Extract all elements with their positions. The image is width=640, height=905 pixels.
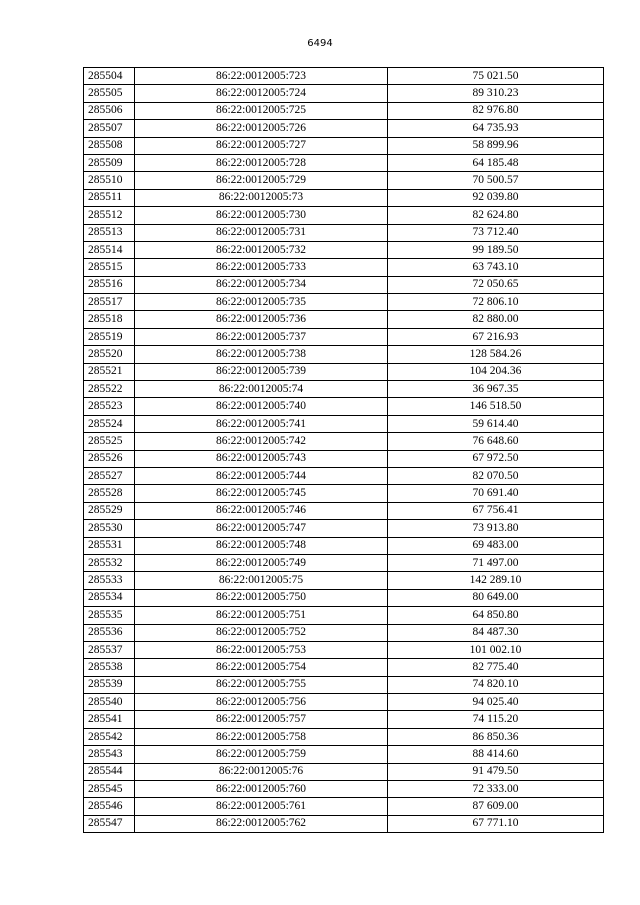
table-row — [84, 381, 604, 398]
cadastral-value-cell: 76 648.60 — [388, 433, 604, 450]
cadastral-number-cell: 86:22:0012005:750 — [135, 589, 388, 606]
table-body — [84, 68, 604, 833]
row-id-cell: 285506 — [84, 102, 135, 119]
table-row — [84, 415, 604, 432]
table-row — [84, 85, 604, 102]
cadastral-number-cell: 86:22:0012005:749 — [135, 554, 388, 571]
row-id-cell: 285527 — [84, 467, 135, 484]
cadastral-number-cell: 86:22:0012005:726 — [135, 120, 388, 137]
cadastral-number-cell: 86:22:0012005:729 — [135, 172, 388, 189]
cadastral-value-cell: 64 850.80 — [388, 607, 604, 624]
cadastral-number-cell: 86:22:0012005:757 — [135, 711, 388, 728]
cadastral-number-cell: 86:22:0012005:756 — [135, 694, 388, 711]
cadastral-value-cell: 59 614.40 — [388, 415, 604, 432]
row-id-cell: 285544 — [84, 763, 135, 780]
table-row — [84, 641, 604, 658]
cadastral-value-cell: 67 771.10 — [388, 815, 604, 832]
row-id-cell: 285531 — [84, 537, 135, 554]
row-id-cell: 285540 — [84, 694, 135, 711]
row-id-cell: 285514 — [84, 241, 135, 258]
row-id-cell: 285524 — [84, 415, 135, 432]
cadastral-value-cell: 67 972.50 — [388, 450, 604, 467]
row-id-cell: 285536 — [84, 624, 135, 641]
cadastral-number-cell: 86:22:0012005:754 — [135, 659, 388, 676]
cadastral-value-cell: 86 850.36 — [388, 728, 604, 745]
cadastral-number-cell: 86:22:0012005:735 — [135, 294, 388, 311]
table-row — [84, 259, 604, 276]
row-id-cell: 285535 — [84, 607, 135, 624]
table-row — [84, 624, 604, 641]
row-id-cell: 285545 — [84, 781, 135, 798]
cadastral-value-cell: 58 899.96 — [388, 137, 604, 154]
row-id-cell: 285511 — [84, 189, 135, 206]
cadastral-value-cell: 67 216.93 — [388, 328, 604, 345]
cadastral-value-cell: 36 967.35 — [388, 381, 604, 398]
cadastral-number-cell: 86:22:0012005:731 — [135, 224, 388, 241]
row-id-cell: 285516 — [84, 276, 135, 293]
table-row — [84, 120, 604, 137]
row-id-cell: 285537 — [84, 641, 135, 658]
row-id-cell: 285520 — [84, 346, 135, 363]
cadastral-value-cell: 104 204.36 — [388, 363, 604, 380]
cadastral-value-cell: 87 609.00 — [388, 798, 604, 815]
row-id-cell: 285510 — [84, 172, 135, 189]
cadastral-value-cell: 71 497.00 — [388, 554, 604, 571]
cadastral-number-cell: 86:22:0012005:758 — [135, 728, 388, 745]
cadastral-number-cell: 86:22:0012005:751 — [135, 607, 388, 624]
cadastral-number-cell: 86:22:0012005:743 — [135, 450, 388, 467]
table-row — [84, 502, 604, 519]
cadastral-value-cell: 82 976.80 — [388, 102, 604, 119]
cadastral-value-cell: 75 021.50 — [388, 68, 604, 85]
cadastral-value-cell: 82 070.50 — [388, 467, 604, 484]
cadastral-number-cell: 86:22:0012005:736 — [135, 311, 388, 328]
table-row — [84, 711, 604, 728]
row-id-cell: 285509 — [84, 154, 135, 171]
cadastral-value-cell: 80 649.00 — [388, 589, 604, 606]
table-row — [84, 467, 604, 484]
cadastral-number-cell: 86:22:0012005:741 — [135, 415, 388, 432]
cadastral-value-table — [83, 67, 604, 833]
table-row — [84, 154, 604, 171]
row-id-cell: 285517 — [84, 294, 135, 311]
row-id-cell: 285507 — [84, 120, 135, 137]
cadastral-number-cell: 86:22:0012005:733 — [135, 259, 388, 276]
row-id-cell: 285519 — [84, 328, 135, 345]
cadastral-number-cell: 86:22:0012005:730 — [135, 207, 388, 224]
table-row — [84, 676, 604, 693]
table-row — [84, 311, 604, 328]
cadastral-value-cell: 74 115.20 — [388, 711, 604, 728]
table-row — [84, 102, 604, 119]
cadastral-number-cell: 86:22:0012005:744 — [135, 467, 388, 484]
table-row — [84, 485, 604, 502]
cadastral-value-cell: 128 584.26 — [388, 346, 604, 363]
cadastral-number-cell: 86:22:0012005:761 — [135, 798, 388, 815]
cadastral-value-cell: 74 820.10 — [388, 676, 604, 693]
table-row — [84, 781, 604, 798]
table-row — [84, 224, 604, 241]
table-row — [84, 554, 604, 571]
table-row — [84, 328, 604, 345]
row-id-cell: 285525 — [84, 433, 135, 450]
cadastral-value-cell: 89 310.23 — [388, 85, 604, 102]
cadastral-value-cell: 92 039.80 — [388, 189, 604, 206]
cadastral-number-cell: 86:22:0012005:723 — [135, 68, 388, 85]
cadastral-number-cell: 86:22:0012005:745 — [135, 485, 388, 502]
row-id-cell: 285515 — [84, 259, 135, 276]
cadastral-number-cell: 86:22:0012005:75 — [135, 572, 388, 589]
cadastral-number-cell: 86:22:0012005:725 — [135, 102, 388, 119]
cadastral-number-cell: 86:22:0012005:728 — [135, 154, 388, 171]
cadastral-value-cell: 82 624.80 — [388, 207, 604, 224]
cadastral-value-cell: 91 479.50 — [388, 763, 604, 780]
table-row — [84, 815, 604, 832]
cadastral-value-cell: 67 756.41 — [388, 502, 604, 519]
table-row — [84, 520, 604, 537]
table-row — [84, 398, 604, 415]
table-row — [84, 68, 604, 85]
row-id-cell: 285512 — [84, 207, 135, 224]
cadastral-value-cell: 72 806.10 — [388, 294, 604, 311]
table-row — [84, 450, 604, 467]
cadastral-value-cell: 82 775.40 — [388, 659, 604, 676]
cadastral-number-cell: 86:22:0012005:732 — [135, 241, 388, 258]
cadastral-number-cell: 86:22:0012005:724 — [135, 85, 388, 102]
cadastral-value-cell: 73 913.80 — [388, 520, 604, 537]
cadastral-number-cell: 86:22:0012005:752 — [135, 624, 388, 641]
cadastral-value-cell: 64 735.93 — [388, 120, 604, 137]
cadastral-number-cell: 86:22:0012005:740 — [135, 398, 388, 415]
cadastral-number-cell: 86:22:0012005:737 — [135, 328, 388, 345]
table-row — [84, 694, 604, 711]
page-number: 6494 — [307, 38, 333, 49]
row-id-cell: 285541 — [84, 711, 135, 728]
row-id-cell: 285538 — [84, 659, 135, 676]
cadastral-value-cell: 142 289.10 — [388, 572, 604, 589]
cadastral-value-cell: 70 691.40 — [388, 485, 604, 502]
table-row — [84, 346, 604, 363]
row-id-cell: 285542 — [84, 728, 135, 745]
cadastral-number-cell: 86:22:0012005:759 — [135, 746, 388, 763]
cadastral-number-cell: 86:22:0012005:762 — [135, 815, 388, 832]
cadastral-number-cell: 86:22:0012005:738 — [135, 346, 388, 363]
row-id-cell: 285546 — [84, 798, 135, 815]
cadastral-value-cell: 146 518.50 — [388, 398, 604, 415]
cadastral-number-cell: 86:22:0012005:760 — [135, 781, 388, 798]
row-id-cell: 285543 — [84, 746, 135, 763]
cadastral-number-cell: 86:22:0012005:753 — [135, 641, 388, 658]
table-row — [84, 607, 604, 624]
cadastral-number-cell: 86:22:0012005:748 — [135, 537, 388, 554]
cadastral-number-cell: 86:22:0012005:73 — [135, 189, 388, 206]
row-id-cell: 285522 — [84, 381, 135, 398]
cadastral-value-cell: 72 050.65 — [388, 276, 604, 293]
cadastral-value-cell: 84 487.30 — [388, 624, 604, 641]
row-id-cell: 285533 — [84, 572, 135, 589]
table-row — [84, 433, 604, 450]
table-row — [84, 746, 604, 763]
cadastral-number-cell: 86:22:0012005:74 — [135, 381, 388, 398]
cadastral-number-cell: 86:22:0012005:727 — [135, 137, 388, 154]
row-id-cell: 285513 — [84, 224, 135, 241]
table-row — [84, 763, 604, 780]
table-row — [84, 137, 604, 154]
table-row — [84, 589, 604, 606]
row-id-cell: 285547 — [84, 815, 135, 832]
cadastral-number-cell: 86:22:0012005:734 — [135, 276, 388, 293]
row-id-cell: 285504 — [84, 68, 135, 85]
table-row — [84, 659, 604, 676]
cadastral-value-cell: 82 880.00 — [388, 311, 604, 328]
table-row — [84, 537, 604, 554]
row-id-cell: 285529 — [84, 502, 135, 519]
cadastral-value-cell: 72 333.00 — [388, 781, 604, 798]
cadastral-number-cell: 86:22:0012005:747 — [135, 520, 388, 537]
table-row — [84, 294, 604, 311]
row-id-cell: 285505 — [84, 85, 135, 102]
cadastral-value-cell: 88 414.60 — [388, 746, 604, 763]
cadastral-value-cell: 73 712.40 — [388, 224, 604, 241]
cadastral-number-cell: 86:22:0012005:755 — [135, 676, 388, 693]
cadastral-value-cell: 69 483.00 — [388, 537, 604, 554]
table-row — [84, 189, 604, 206]
row-id-cell: 285526 — [84, 450, 135, 467]
table-row — [84, 276, 604, 293]
cadastral-number-cell: 86:22:0012005:742 — [135, 433, 388, 450]
cadastral-value-cell: 70 500.57 — [388, 172, 604, 189]
table-row — [84, 241, 604, 258]
row-id-cell: 285508 — [84, 137, 135, 154]
row-id-cell: 285521 — [84, 363, 135, 380]
table-row — [84, 572, 604, 589]
table-row — [84, 207, 604, 224]
row-id-cell: 285518 — [84, 311, 135, 328]
table-row — [84, 363, 604, 380]
cadastral-number-cell: 86:22:0012005:76 — [135, 763, 388, 780]
cadastral-value-cell: 64 185.48 — [388, 154, 604, 171]
row-id-cell: 285528 — [84, 485, 135, 502]
row-id-cell: 285530 — [84, 520, 135, 537]
table-row — [84, 798, 604, 815]
table-row — [84, 728, 604, 745]
cadastral-value-cell: 99 189.50 — [388, 241, 604, 258]
cadastral-value-cell: 63 743.10 — [388, 259, 604, 276]
cadastral-value-cell: 101 002.10 — [388, 641, 604, 658]
row-id-cell: 285534 — [84, 589, 135, 606]
row-id-cell: 285523 — [84, 398, 135, 415]
cadastral-number-cell: 86:22:0012005:739 — [135, 363, 388, 380]
row-id-cell: 285539 — [84, 676, 135, 693]
cadastral-number-cell: 86:22:0012005:746 — [135, 502, 388, 519]
cadastral-value-cell: 94 025.40 — [388, 694, 604, 711]
table-row — [84, 172, 604, 189]
row-id-cell: 285532 — [84, 554, 135, 571]
